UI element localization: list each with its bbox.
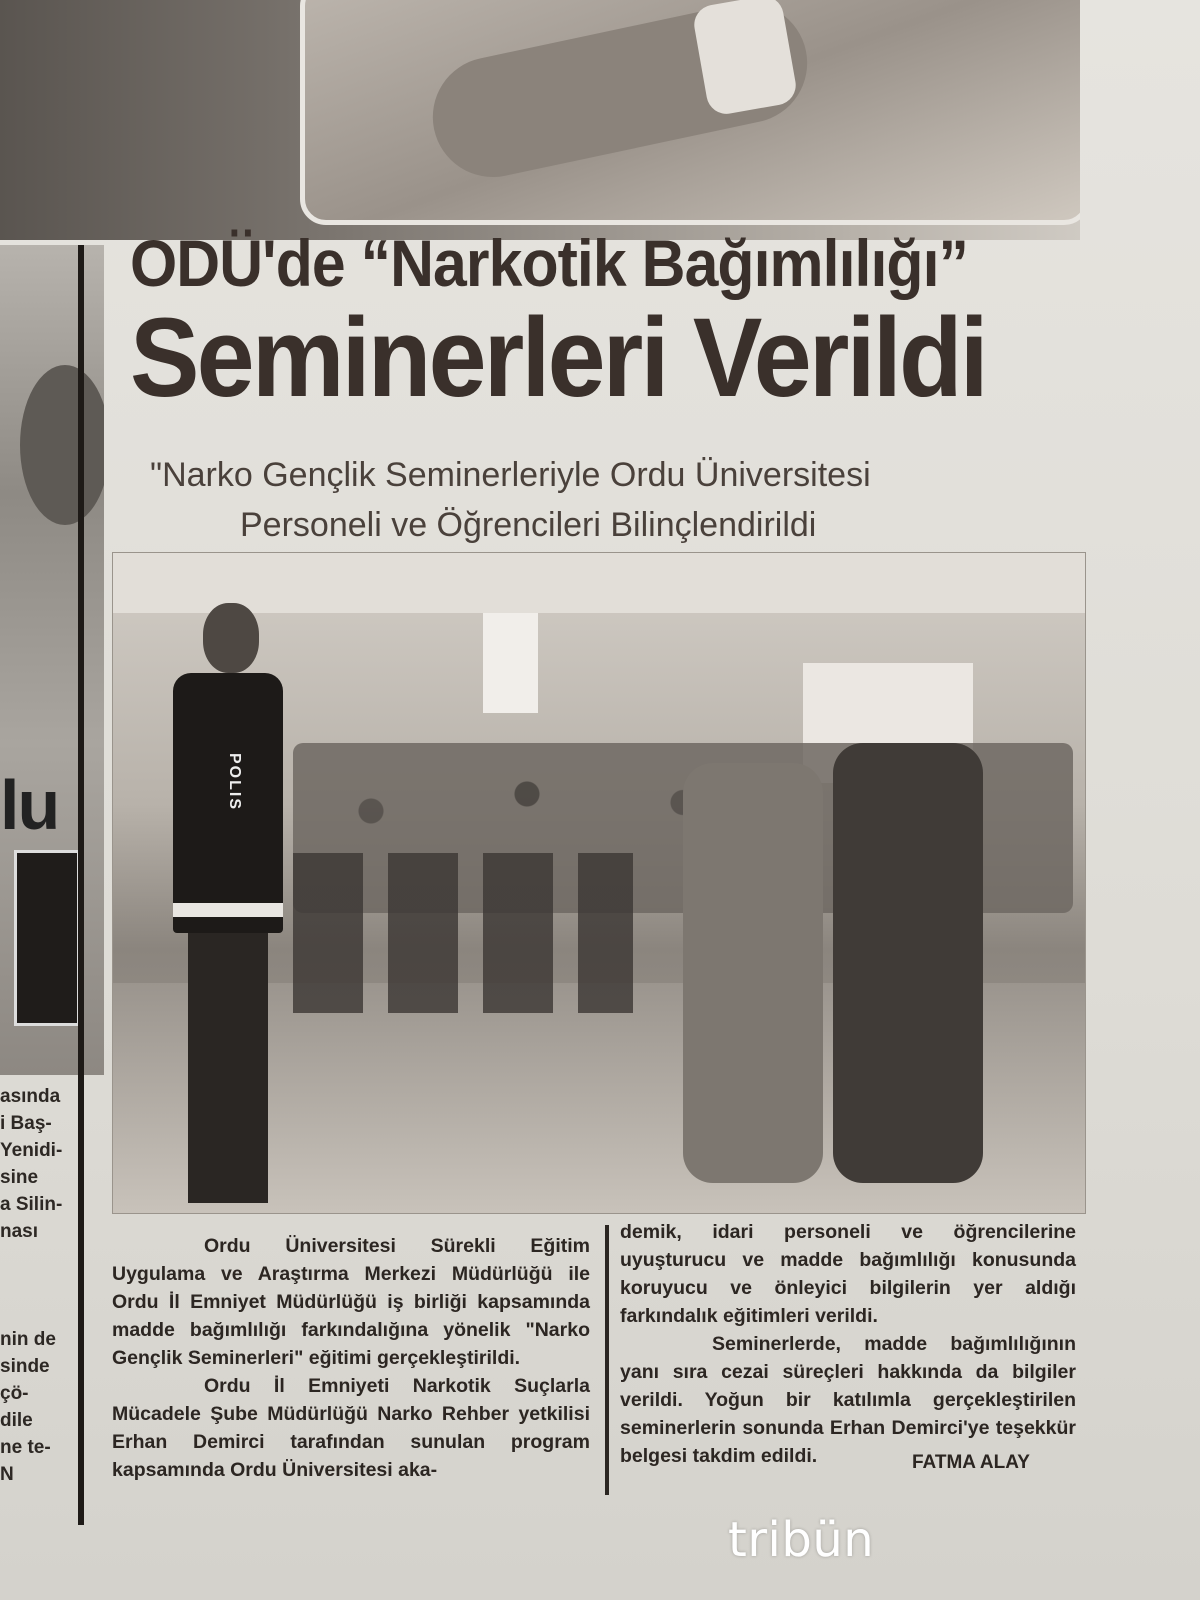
officer-vest-text: POLIS [226,753,243,812]
byline: FATMA ALAY [912,1452,1030,1473]
paragraph: Ordu Üniversitesi Sürekli Eğitim Uygulama ve Araştırma Merkezi Müdürlüğü ile Ordu İl Emniyet Müdürlüğü iş birliği kapsamında madde bağımlılığı farkındalığına yönelik "Narko Gençlik Seminerleri" eğitimi gerçekleştirildi. [112,1235,590,1369]
headline-line-1: ODÜ'de “Narkotik Bağımlılığı” [130,226,968,300]
photo-police-officer [153,603,283,1203]
top-photo-fragment [0,0,1080,240]
neighbor-photo [0,245,104,1075]
student-2 [833,743,983,1183]
photo-chairs [293,853,633,1013]
officer-reflective-band [173,903,283,917]
photo-students-front [643,743,1003,1203]
neighbor-dark-block [14,850,80,1026]
headline [130,225,1070,422]
column-divider [605,1225,609,1495]
seminar-photo [112,552,1086,1214]
watermark: tribün [728,1512,875,1568]
photo-cuff-shape [691,0,799,117]
article-body-right [620,1218,1076,1470]
neighbor-article-column [0,245,108,1525]
photo-window [483,613,538,713]
paragraph: Seminerlerde, madde bağımlılığının yanı sıra cezai süreçleri hakkında da bilgiler verildi. Yoğun bir katılımla gerçekleştirilen seminerlerin sonunda Erhan Demirci'ye teşekkür belgesi takdim edildi. [620,1333,1076,1467]
paragraph: demik, idari personeli ve öğrencilerine uyuşturucu ve madde bağımlılığı konusunda koruyucu ve önleyici bilgilerin yer aldığı farkındalık eğitimleri verildi. [620,1221,1076,1327]
officer-legs [188,933,268,1203]
neighbor-big-text: lu [0,766,59,844]
officer-head [203,603,259,673]
subheading-line-1: "Narko Gençlik Seminerleriyle Ordu Üniversitesi [150,456,871,494]
student-1 [683,763,823,1183]
column-rule [78,245,84,1525]
tree-shape [20,365,104,525]
subheading-line-2: Personeli ve Öğrencileri Bilinçlendirildi [240,506,817,544]
subheading [150,450,1070,550]
headline-line-2: Seminerleri Verildi [130,295,986,420]
neighbor-text-fragment: asında i Baş- Yenidi- sine a Silin- nası nin de sinde çö- dile ne te- N [0,1086,63,1485]
paragraph: Ordu İl Emniyeti Narkotik Suçlarla Mücadele Şube Müdürlüğü Narko Rehber yetkilisi Erhan Demirci tarafından sunulan program kapsamında Ordu Üniversitesi aka- [112,1375,590,1481]
article-body-left [112,1232,590,1484]
